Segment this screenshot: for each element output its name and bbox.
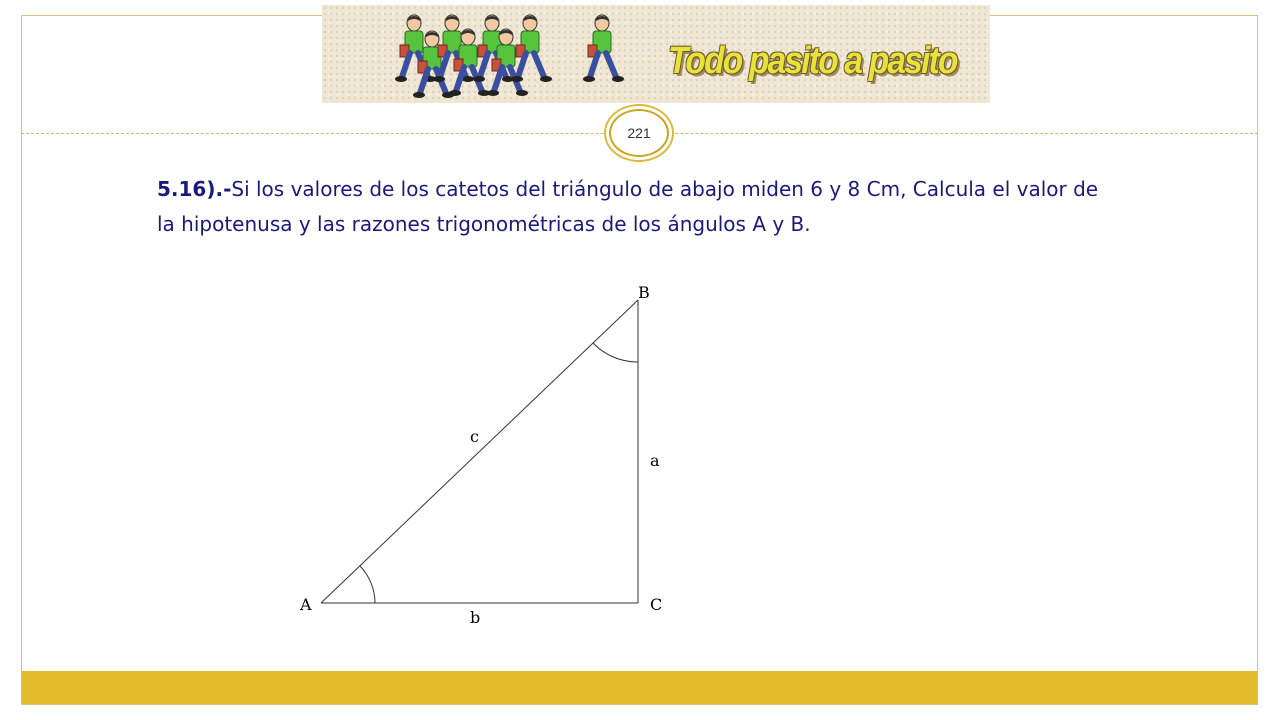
vertex-a-label: A: [300, 595, 312, 614]
problem-number: 5.16).-: [157, 177, 232, 201]
footer-bar: [22, 671, 1257, 704]
angle-b-arc: [593, 343, 638, 362]
side-a-label: a: [650, 451, 660, 470]
vertex-c-label: C: [650, 595, 663, 614]
side-c-label: c: [470, 427, 479, 446]
angle-a-arc: [360, 566, 375, 603]
triangle-edges: [321, 300, 638, 603]
page-number-badge: 221: [609, 109, 669, 157]
vertex-b-label: B: [638, 283, 650, 302]
problem-text: Si los valores de los catetos del triángulo de abajo miden 6 y 8 Cm, Calcula el valor de la hipotenusa y las razones trigonométricas de los ángulos A y B.: [157, 177, 1099, 236]
hypotenuse-line: [321, 300, 638, 603]
banner-title: Todo pasito a pasito: [668, 40, 957, 82]
side-b-label: b: [470, 608, 481, 627]
